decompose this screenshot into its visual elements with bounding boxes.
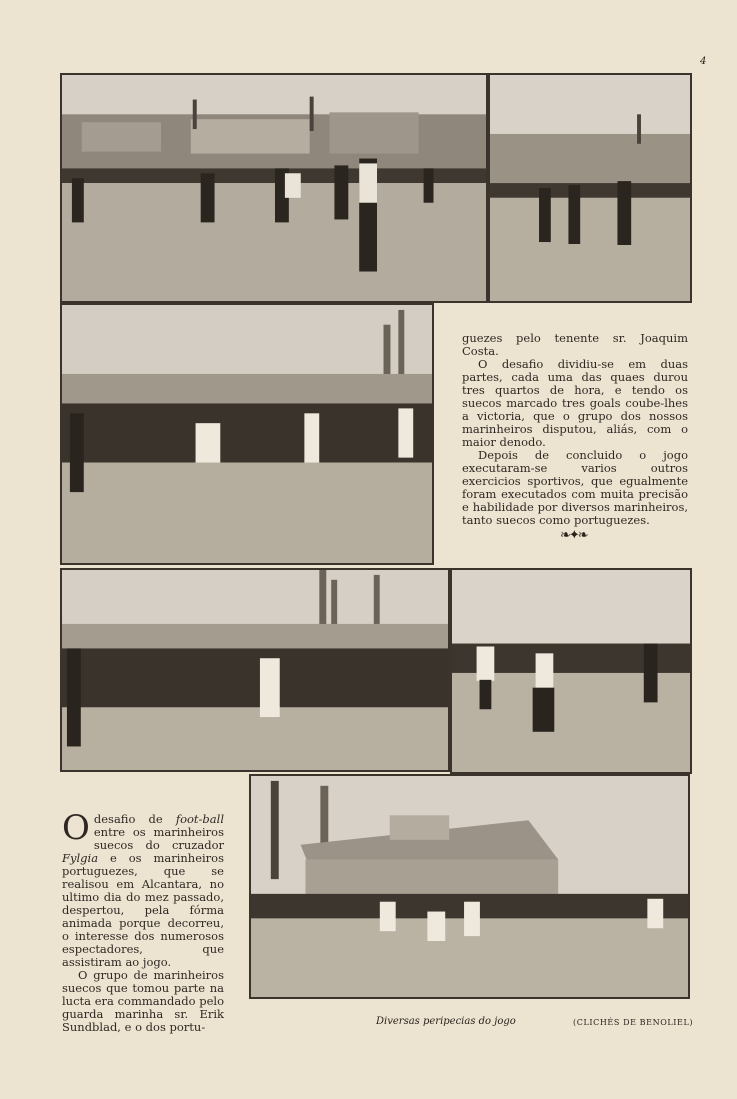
article-right-p3: Depois de concluido o jogo executaram-se varios outros exercicios sportivos, que egualmente foram executados com muita precisão e habilidade por diversos marinheiros, tanto suecos como portuguezes. xyxy=(462,448,688,527)
photo-crowd-kick-2 xyxy=(60,568,450,772)
article-left-p2: O grupo de marinheiros suecos que tomou parte na lucta era commandado pelo guarda marinha sr. Erik Sundblad, e o dos portu- xyxy=(62,968,224,1034)
article-left-column xyxy=(62,808,224,1034)
article-right-p2: O desafio dividiu-se em duas partes, cada uma das quaes durou tres quartos de hora, e tendo os suecos marcado tres goals coube-lhes a victoria, que o grupo dos nossos marinheiros disputou, aliás, com o maior denodo. xyxy=(462,357,688,449)
photo-match-small xyxy=(488,73,692,303)
article-left-p1: Odesafio de foot-ball entre os marinheiros suecos do cruzador Fylgia e os marinheiros portuguezes, que se realisou em Alcantara, no ultimo dia do mez passado, despertou, pela fórma animada porque decorreu, o interesse dos numerosos espectadores, que assistiram ao jogo. xyxy=(62,808,224,969)
photo-match-wide xyxy=(60,73,488,303)
photo-factory xyxy=(249,774,690,999)
ornament-icon: ❧✦❧ xyxy=(560,528,587,543)
page-number: 4 xyxy=(700,56,707,67)
dropcap: O xyxy=(62,808,90,848)
photo-players xyxy=(450,568,692,774)
article-right-p1: guezes pelo tenente sr. Joaquim Costa. xyxy=(462,331,688,358)
photo-crowd-kick xyxy=(60,303,434,565)
photo-credit: (CLICHÉS DE BENOLIEL) xyxy=(573,1018,694,1027)
photo-caption: Diversas peripecias do jogo xyxy=(376,1016,516,1027)
article-right-column xyxy=(462,332,688,527)
